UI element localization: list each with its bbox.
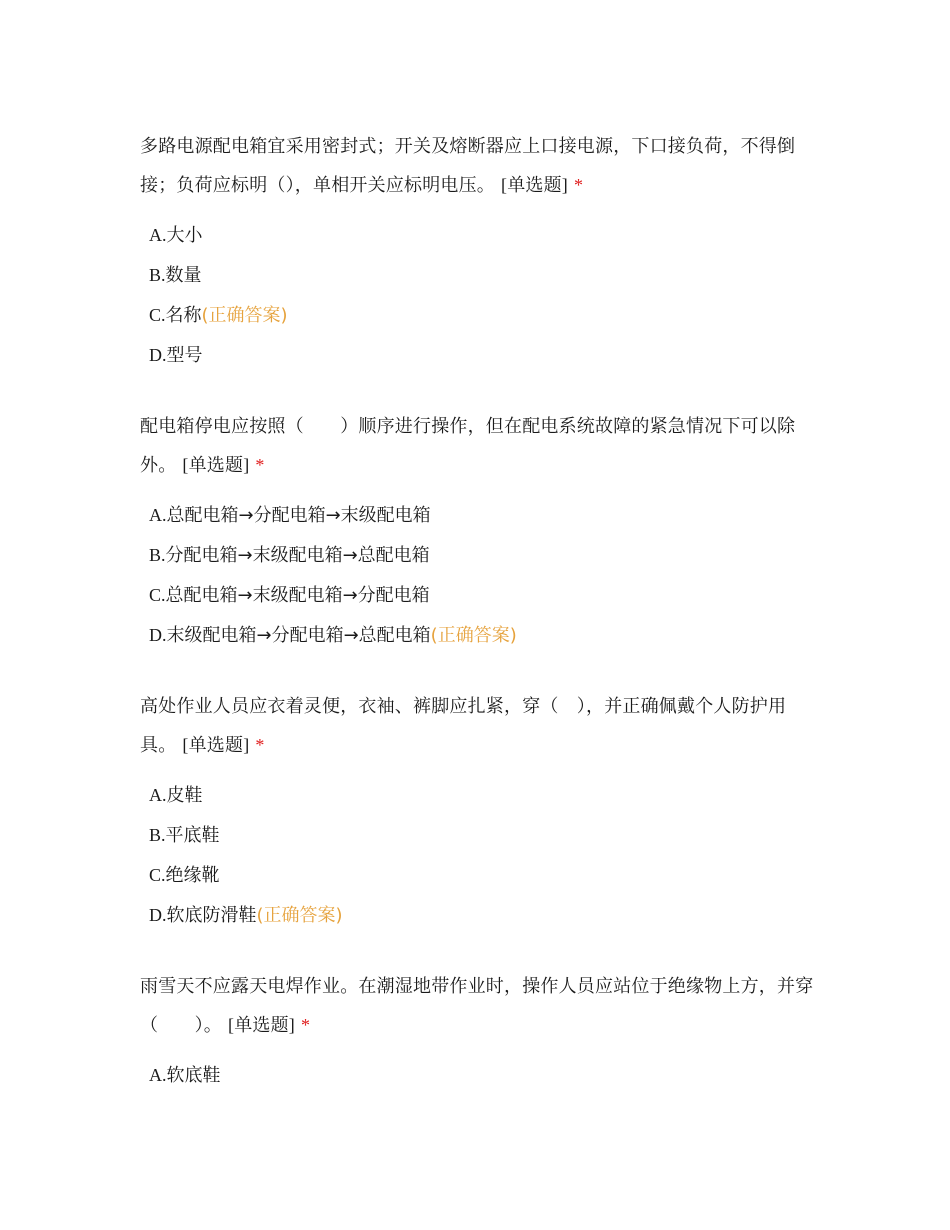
option-text: 末级配电箱→分配电箱→总配电箱 — [166, 625, 431, 646]
question-text — [140, 688, 820, 765]
option-key: A. — [149, 225, 167, 245]
option-key: B. — [149, 825, 166, 845]
question-type-label: [单选题] — [228, 1015, 295, 1035]
option-key: B. — [149, 545, 166, 565]
option-key: D. — [149, 345, 167, 365]
option-text: 软底防滑鞋 — [166, 905, 257, 926]
option-d[interactable] — [149, 335, 820, 375]
option-key: D. — [149, 905, 167, 925]
required-mark: * — [574, 175, 584, 195]
option-c[interactable] — [149, 855, 820, 895]
option-b[interactable] — [149, 255, 820, 295]
option-key: C. — [149, 305, 166, 325]
option-list — [140, 1055, 820, 1095]
option-text: 总配电箱→分配电箱→末级配电箱 — [166, 505, 431, 526]
option-a[interactable] — [149, 495, 820, 535]
option-list — [140, 775, 820, 935]
question-stem: 配电箱停电应按照（ ）顺序进行操作，但在配电系统故障的紧急情况下可以除外。 — [140, 416, 796, 476]
question-type-label: [单选题] — [182, 735, 250, 755]
option-key: A. — [149, 785, 167, 805]
option-key: C. — [149, 585, 166, 605]
question-type-label: [单选题] — [182, 455, 250, 475]
option-a[interactable] — [149, 215, 820, 255]
option-b[interactable] — [149, 815, 820, 855]
option-d[interactable] — [149, 615, 820, 655]
option-text: 总配电箱→末级配电箱→分配电箱 — [165, 585, 430, 606]
option-list — [140, 215, 820, 375]
option-c[interactable] — [149, 575, 820, 615]
option-text: 平底鞋 — [165, 825, 220, 846]
option-b[interactable] — [149, 535, 820, 575]
option-key: C. — [149, 865, 166, 885]
question-text — [140, 128, 820, 205]
question-text — [140, 968, 820, 1045]
question-text — [140, 408, 820, 485]
option-key: A. — [149, 1065, 167, 1085]
question-stem: 多路电源配电箱宜采用密封式；开关及熔断器应上口接电源，下口接负荷，不得倒接；负荷应标明（），单相开关应标明电压。 — [140, 136, 796, 196]
question-stem: 雨雪天不应露天电焊作业。在潮湿地带作业时，操作人员应站位于绝缘物上方，并穿（ ）。 — [140, 976, 814, 1036]
question-1 — [140, 128, 820, 375]
correct-answer-mark: (正确答案) — [256, 905, 343, 926]
required-mark: * — [255, 455, 265, 475]
correct-answer-mark: (正确答案) — [430, 625, 517, 646]
option-key: B. — [149, 265, 166, 285]
question-4 — [140, 968, 820, 1095]
option-key: D. — [149, 625, 167, 645]
option-c[interactable] — [149, 295, 820, 335]
correct-answer-mark: (正确答案) — [201, 305, 288, 326]
option-key: A. — [149, 505, 167, 525]
required-mark: * — [301, 1015, 311, 1035]
question-stem: 高处作业人员应衣着灵便，衣袖、裤脚应扎紧，穿（ ），并正确佩戴个人防护用具。 — [140, 696, 787, 756]
option-text: 软底鞋 — [166, 1065, 221, 1086]
question-type-label: [单选题] — [501, 175, 568, 195]
question-2 — [140, 408, 820, 655]
option-a[interactable] — [149, 1055, 820, 1095]
option-text: 绝缘靴 — [165, 865, 220, 886]
required-mark: * — [255, 735, 265, 755]
option-list — [140, 495, 820, 655]
option-d[interactable] — [149, 895, 820, 935]
option-text: 大小 — [166, 225, 203, 246]
option-text: 分配电箱→末级配电箱→总配电箱 — [165, 545, 430, 566]
option-text: 名称 — [165, 305, 202, 326]
option-text: 型号 — [166, 345, 203, 366]
option-a[interactable] — [149, 775, 820, 815]
option-text: 皮鞋 — [166, 785, 203, 806]
question-3 — [140, 688, 820, 935]
option-text: 数量 — [165, 265, 202, 286]
